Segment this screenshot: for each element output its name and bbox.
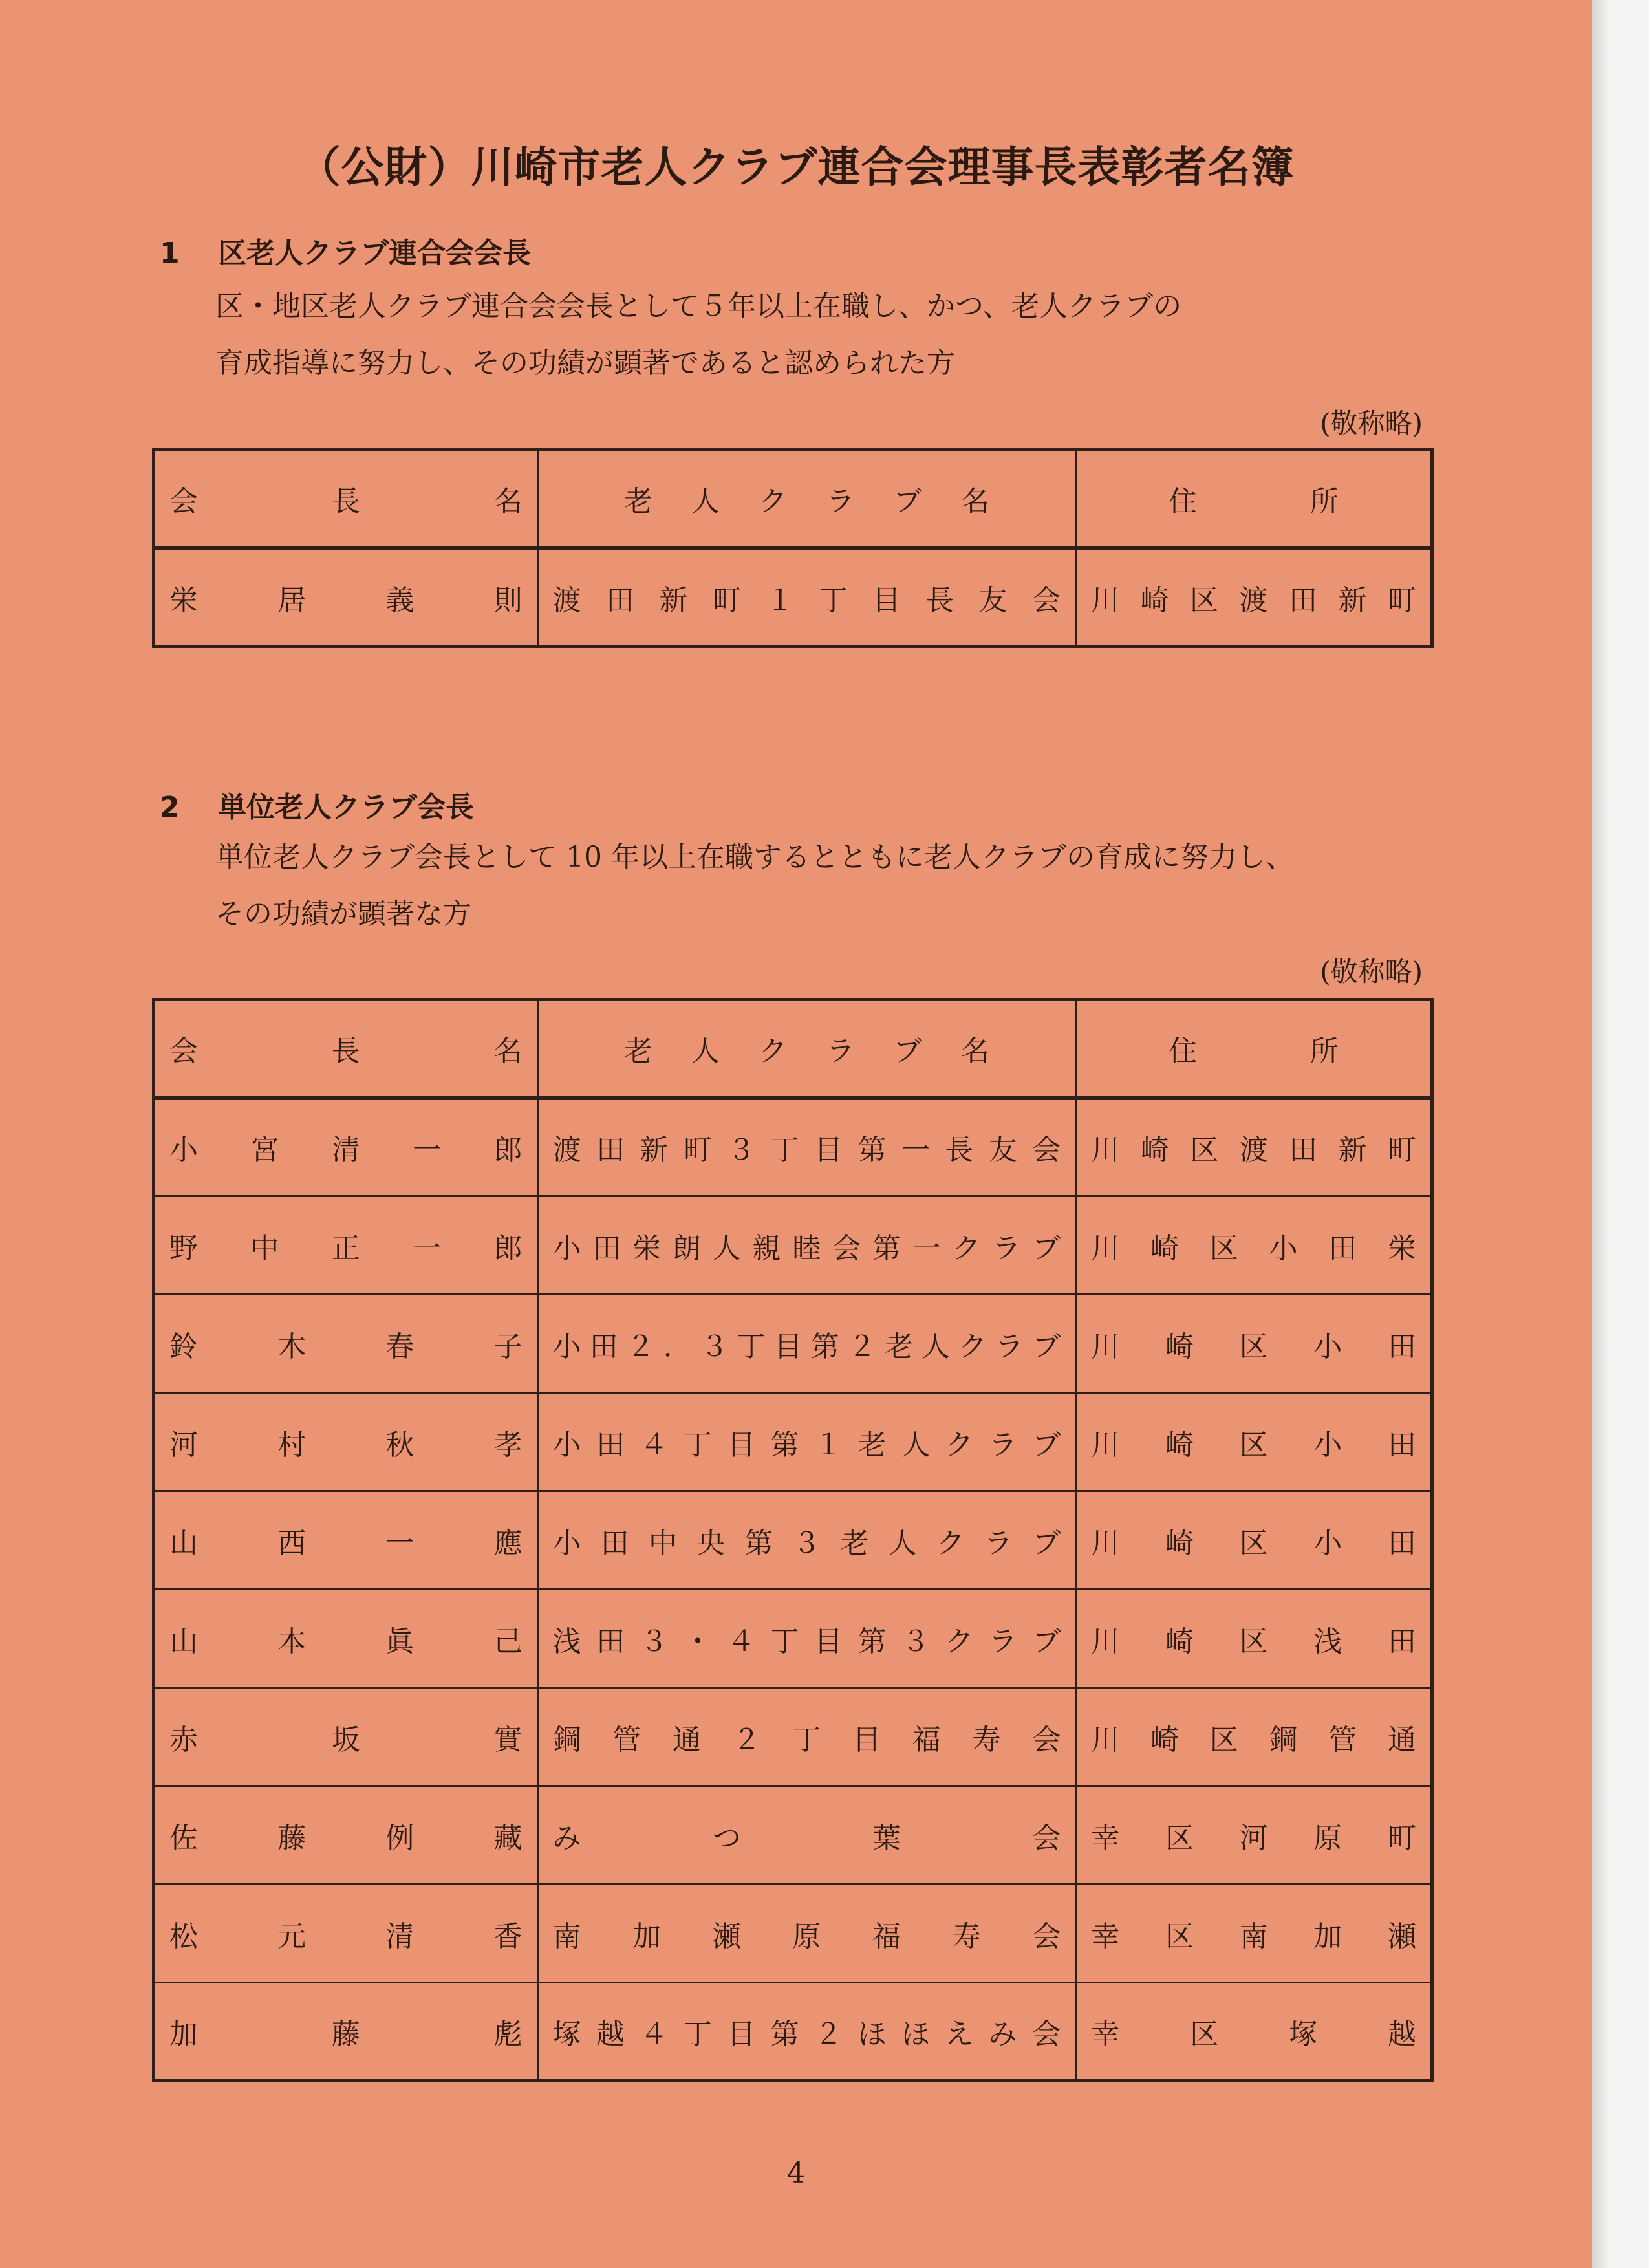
address-cell-text: 川 崎 区 渡 田 新 町	[1091, 1134, 1416, 1167]
president-name-cell	[154, 1196, 538, 1295]
section-2-table	[152, 998, 1434, 2082]
table-row	[154, 1590, 1432, 1688]
address-cell	[1076, 1196, 1432, 1295]
table-row	[154, 548, 1432, 647]
table-row	[154, 1295, 1432, 1393]
address-cell	[1076, 1885, 1432, 1983]
section-1-table	[152, 448, 1434, 648]
column-header-address-text: 住 所	[1169, 485, 1339, 519]
address-cell	[1076, 1491, 1432, 1590]
column-header-address	[1076, 450, 1432, 548]
section-title: 単位老人クラブ会長	[218, 791, 474, 824]
honorific-note: (敬称略)	[1320, 407, 1423, 439]
president-name-cell	[154, 1393, 538, 1491]
section-number: 2	[160, 791, 180, 824]
address-cell-text: 幸 区 南 加 瀬	[1091, 1919, 1416, 1953]
address-cell	[1076, 1393, 1432, 1491]
address-cell	[1076, 1688, 1432, 1786]
president-name-cell	[154, 1786, 538, 1885]
address-cell-text: 幸 区 河 原 町	[1091, 1821, 1416, 1855]
honorific-note: (敬称略)	[1320, 956, 1423, 988]
president-name-cell	[154, 1098, 538, 1196]
column-header-president-name-text: 会 長 名	[169, 485, 523, 519]
president-name-cell-text: 栄 居 義 則	[169, 583, 523, 617]
description-line: 育成指導に努力し、その功績が顕著であると認められた方	[215, 347, 955, 380]
club-name-cell-text: 渡 田 新 町 １ 丁 目 長 友 会	[552, 583, 1061, 617]
president-name-cell-text: 山 本 眞 己	[169, 1625, 523, 1658]
address-cell-text: 川 崎 区 渡 田 新 町	[1091, 583, 1416, 617]
club-name-cell	[537, 1393, 1076, 1491]
document-title: （公財）川崎市老人クラブ連合会理事長表彰者名簿	[297, 142, 1295, 192]
president-name-cell-text: 河 村 秋 孝	[169, 1428, 523, 1462]
section-1-description	[215, 278, 1476, 392]
president-name-cell-text: 加 藤 彪	[169, 2018, 523, 2051]
club-name-cell-text: み つ 葉 会	[552, 1821, 1061, 1855]
table-row	[154, 1983, 1432, 2081]
address-cell-text: 川 崎 区 小 田	[1091, 1526, 1416, 1560]
section-2-description	[215, 829, 1476, 943]
club-name-cell-text: 小 田 中 央 第 ３ 老 人 ク ラ ブ	[552, 1526, 1061, 1560]
president-name-cell-text: 鈴 木 春 子	[169, 1330, 523, 1363]
table-row	[154, 1393, 1432, 1491]
president-name-cell	[154, 1983, 538, 2081]
address-cell-text: 川 崎 区 鋼 管 通	[1091, 1723, 1416, 1756]
table-row	[154, 1885, 1432, 1983]
column-header-president-name	[154, 450, 538, 548]
address-cell	[1076, 1098, 1432, 1196]
president-name-cell-text: 佐 藤 例 藏	[169, 1821, 523, 1855]
club-name-cell	[537, 1491, 1076, 1590]
address-cell	[1076, 1983, 1432, 2081]
section-1-heading	[160, 230, 531, 271]
club-name-cell	[537, 1688, 1076, 1786]
column-header-club-name-text: 老 人 ク ラ ブ 名	[623, 1035, 990, 1068]
president-name-cell-text: 野 中 正 一 郎	[169, 1231, 523, 1265]
club-name-cell	[537, 1590, 1076, 1688]
address-cell-text: 川 崎 区 小 田 栄	[1091, 1231, 1416, 1265]
president-name-cell	[154, 1590, 538, 1688]
club-name-cell-text: 渡 田 新 町 ３ 丁 目 第 一 長 友 会	[552, 1134, 1061, 1167]
club-name-cell	[537, 1196, 1076, 1295]
column-header-club-name	[537, 1000, 1076, 1098]
club-name-cell	[537, 1786, 1076, 1885]
president-name-cell	[154, 1295, 538, 1393]
president-name-cell-text: 松 元 清 香	[169, 1919, 523, 1953]
address-cell-text: 幸 区 塚 越	[1091, 2018, 1416, 2051]
president-name-cell	[154, 548, 538, 647]
address-cell	[1076, 548, 1432, 647]
table-row	[154, 1491, 1432, 1590]
scan-edge	[1592, 0, 1649, 2268]
section-2-heading	[160, 784, 474, 825]
club-name-cell-text: 塚 越 ４ 丁 目 第 ２ ほ ほ え み 会	[552, 2018, 1061, 2051]
club-name-cell	[537, 548, 1075, 647]
club-name-cell-text: 小 田 ４ 丁 目 第 １ 老 人 ク ラ ブ	[552, 1428, 1061, 1462]
club-name-cell-text: 鋼 管 通 ２ 丁 目 福 寿 会	[552, 1723, 1061, 1756]
page-number: 4	[787, 2157, 805, 2190]
club-name-cell-text: 小 田 ２ ． ３ 丁 目 第 ２ 老 人 ク ラ ブ	[552, 1330, 1061, 1363]
club-name-cell	[537, 1983, 1076, 2081]
club-name-cell	[537, 1885, 1076, 1983]
address-cell-text: 川 崎 区 小 田	[1091, 1330, 1416, 1363]
club-name-cell-text: 小 田 栄 朗 人 親 睦 会 第 一 ク ラ ブ	[552, 1231, 1061, 1265]
address-cell	[1076, 1295, 1432, 1393]
table-row	[154, 1786, 1432, 1885]
table-row	[154, 1688, 1432, 1786]
section-title: 区老人クラブ連合会会長	[218, 237, 531, 270]
address-cell-text: 川 崎 区 小 田	[1091, 1428, 1416, 1462]
president-name-cell-text: 小 宮 清 一 郎	[169, 1134, 523, 1167]
table-row	[154, 1098, 1432, 1196]
table-row	[154, 1196, 1432, 1295]
club-name-cell	[537, 1098, 1076, 1196]
description-line: 区・地区老人クラブ連合会会長として５年以上在職し、かつ、老人クラブの	[215, 290, 1182, 323]
president-name-cell	[154, 1885, 538, 1983]
table-header-row	[154, 1000, 1432, 1098]
address-cell	[1076, 1786, 1432, 1885]
address-cell-text: 川 崎 区 浅 田	[1091, 1625, 1416, 1658]
president-name-cell	[154, 1491, 538, 1590]
president-name-cell-text: 赤 坂 實	[169, 1723, 523, 1756]
section-number: 1	[160, 237, 180, 270]
club-name-cell	[537, 1295, 1076, 1393]
column-header-club-name	[537, 450, 1075, 548]
column-header-address-text: 住 所	[1169, 1035, 1339, 1068]
description-line: 単位老人クラブ会長として 10 年以上在職するとともに老人クラブの育成に努力し、	[215, 841, 1294, 874]
description-line: その功績が顕著な方	[215, 898, 471, 931]
president-name-cell	[154, 1688, 538, 1786]
column-header-president-name	[154, 1000, 538, 1098]
address-cell	[1076, 1590, 1432, 1688]
president-name-cell-text: 山 西 一 應	[169, 1526, 523, 1560]
column-header-address	[1076, 1000, 1432, 1098]
column-header-president-name-text: 会 長 名	[169, 1035, 523, 1068]
club-name-cell-text: 浅 田 ３ ・ ４ 丁 目 第 ３ ク ラ ブ	[552, 1625, 1061, 1658]
club-name-cell-text: 南 加 瀬 原 福 寿 会	[552, 1919, 1061, 1953]
table-header-row	[154, 450, 1432, 548]
column-header-club-name-text: 老 人 ク ラ ブ 名	[623, 485, 989, 519]
